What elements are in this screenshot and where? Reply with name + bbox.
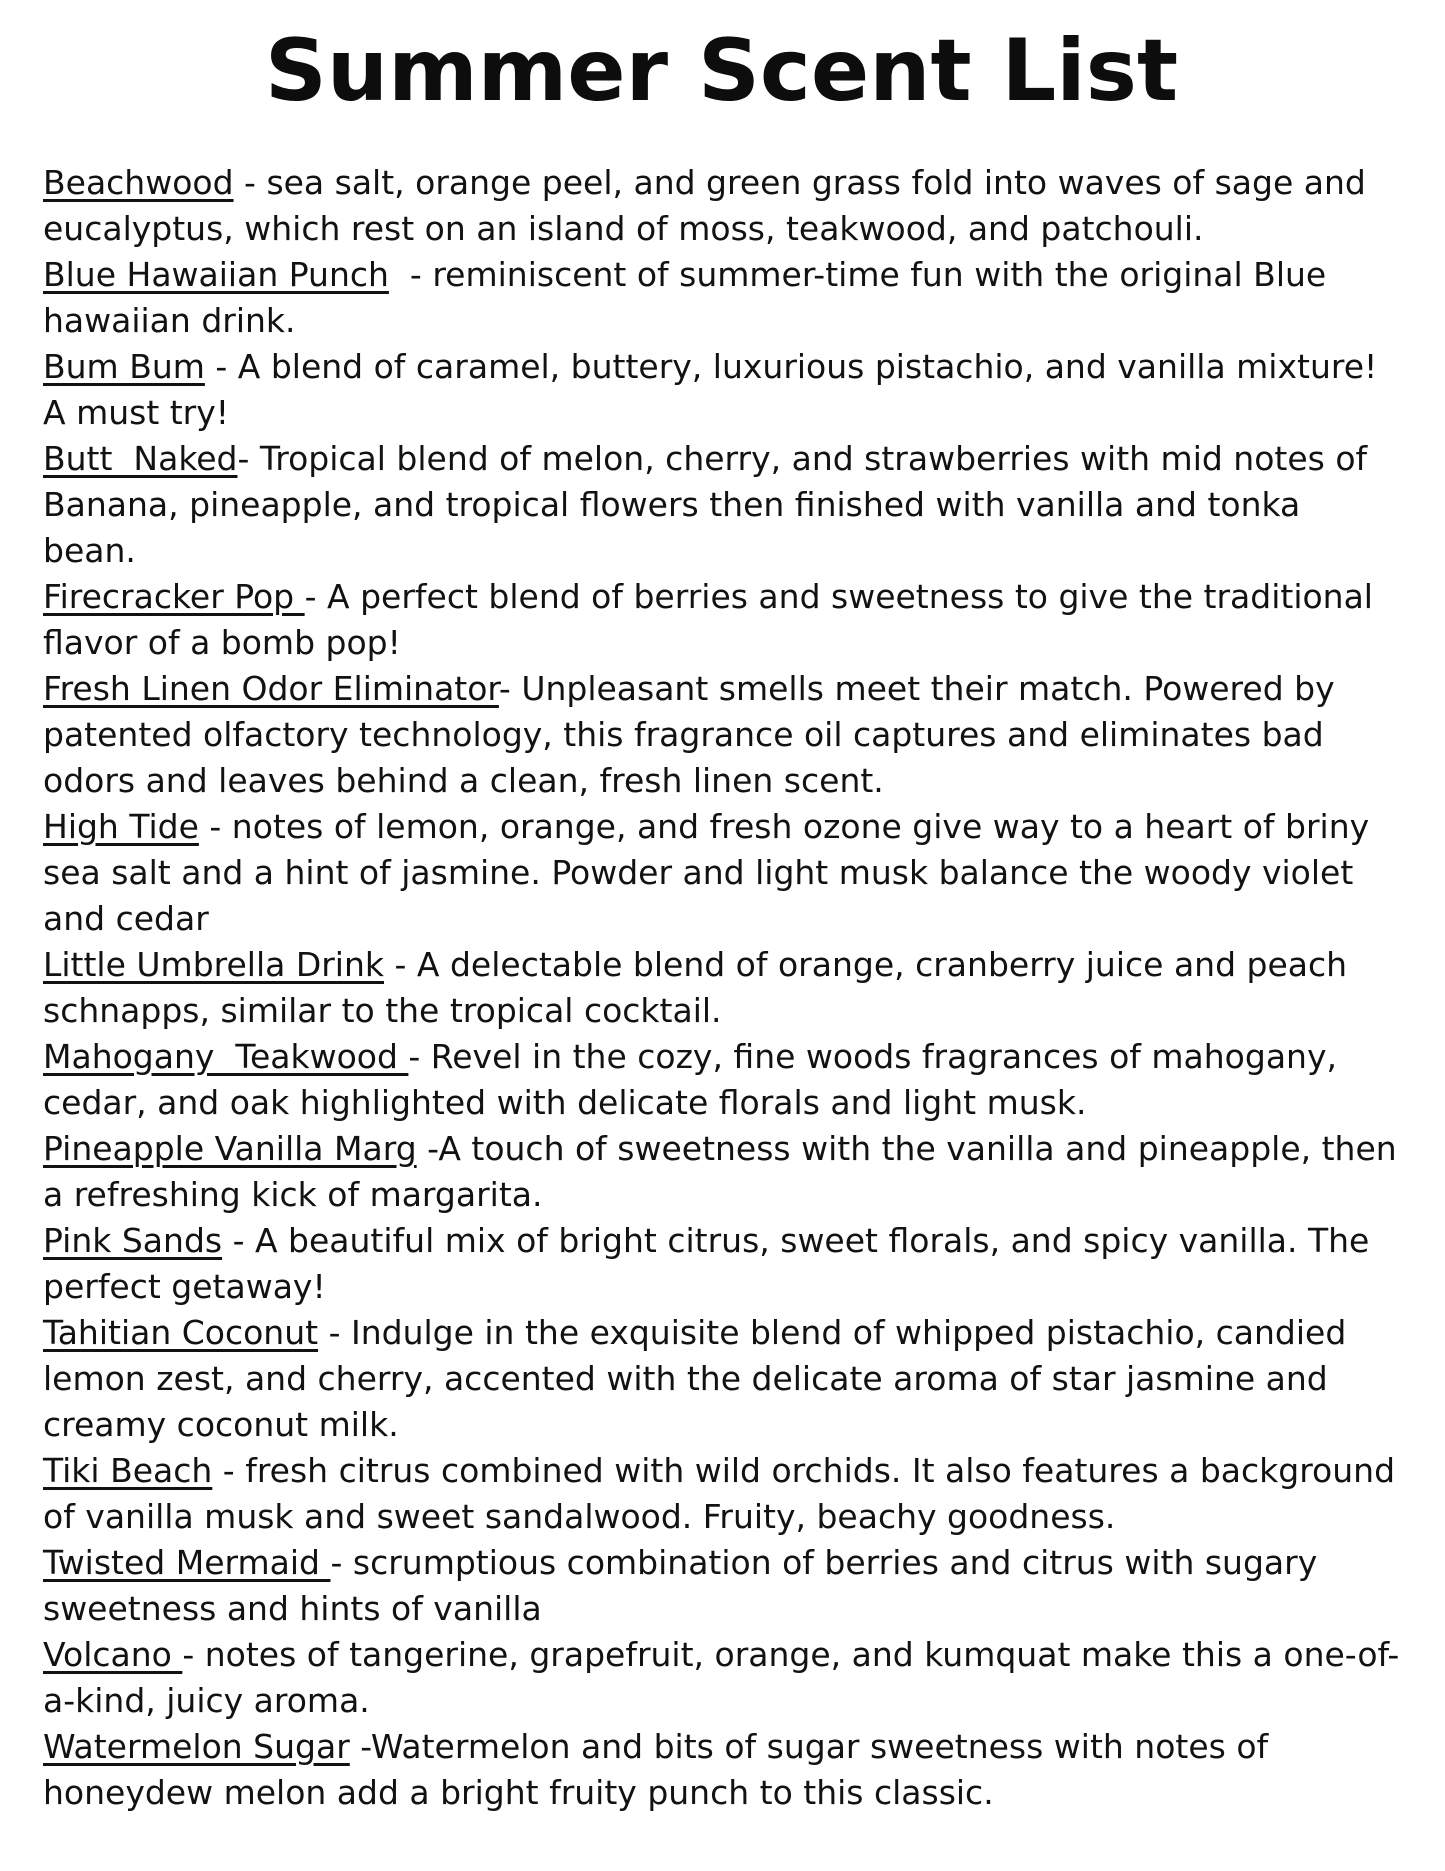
scent-separator: - <box>416 1128 439 1168</box>
scent-entry <box>43 666 1400 804</box>
scent-entry <box>43 1632 1400 1724</box>
scent-separator: - <box>204 346 238 386</box>
scent-description: notes of lemon, orange, and fresh ozone give way to a heart of briny sea salt and a hint of jasmine. Powder and light musk balance the woody violet and cedar <box>43 806 1380 938</box>
scent-entry <box>43 252 1400 344</box>
scent-separator: - <box>198 806 232 846</box>
scent-separator: - <box>233 162 267 202</box>
scent-description: A delectable blend of orange, cranberry juice and peach schnapps, similar to the tropical cocktail. <box>43 944 1358 1030</box>
scent-name: Pineapple Vanilla Marg <box>43 1128 417 1168</box>
scent-separator: - <box>388 254 433 294</box>
scent-separator: - <box>182 1634 205 1674</box>
scent-name: Twisted Mermaid <box>43 1542 331 1582</box>
scent-description: Indulge in the exquisite blend of whipped pistachio, candied lemon zest, and cherry, accented with the delicate aroma of star jasmine and creamy coconut milk. <box>43 1312 1357 1444</box>
scent-separator: - <box>408 1036 431 1076</box>
scent-name: High Tide <box>43 806 199 846</box>
scent-name: Blue Hawaiian Punch <box>43 254 389 294</box>
scent-separator: - <box>304 576 328 616</box>
scent-separator: - <box>384 944 417 984</box>
scent-entry <box>43 1126 1408 1218</box>
scent-name: Mahogany Teakwood <box>43 1036 409 1076</box>
scent-entry <box>43 1540 1400 1632</box>
scent-description: fresh citrus combined with wild orchids. It also features a background of vanilla musk and sweet sandalwood. Fruity, beachy goodness. <box>43 1450 1406 1536</box>
scent-description: scrumptious combination of berries and citrus with sugary sweetness and hints of vanilla <box>43 1542 1328 1628</box>
scent-name: Tahitian Coconut <box>43 1312 319 1352</box>
scent-description: Watermelon and bits of sugar sweetness with notes of honeydew melon add a bright fruity punch to this classic. <box>43 1726 1279 1812</box>
scent-description: A perfect blend of berries and sweetness to give the traditional flavor of a bomb pop! <box>43 576 1384 662</box>
scent-entry <box>43 1034 1400 1126</box>
scent-separator: - <box>498 668 522 708</box>
scent-name: Tiki Beach <box>43 1450 213 1490</box>
scent-name: Beachwood <box>43 162 234 202</box>
scent-name: Bum Bum <box>43 346 205 386</box>
scent-name: Fresh Linen Odor Eliminator <box>43 668 499 708</box>
scent-name: Little Umbrella Drink <box>43 944 385 984</box>
scent-description: Revel in the cozy, fine woods fragrances of mahogany, cedar, and oak highlighted with delicate florals and light musk. <box>43 1036 1348 1122</box>
scent-entry <box>43 942 1400 1034</box>
page-title: Summer Scent List <box>264 21 1179 121</box>
scent-description: Unpleasant smells meet their match. Powered by patented olfactory technology, this fragrance oil captures and eliminates bad odors and leaves behind a clean, fresh linen scent. <box>43 668 1346 800</box>
scent-name: Watermelon Sugar <box>43 1726 350 1766</box>
scent-name: Butt Naked <box>43 438 238 478</box>
scent-description: reminiscent of summer-time fun with the original Blue hawaiian drink. <box>43 254 1337 340</box>
scent-separator: - <box>318 1312 351 1352</box>
scent-entry <box>43 436 1400 574</box>
scent-description: sea salt, orange peel, and green grass fold into waves of sage and eucalyptus, which rest on an island of moss, teakwood, and patchouli. <box>43 162 1377 248</box>
scent-description: notes of tangerine, grapefruit, orange, and kumquat make this a one-of-a-kind, juicy aroma. <box>43 1634 1400 1720</box>
scent-entry <box>43 574 1400 666</box>
scent-separator: - <box>212 1450 246 1490</box>
scent-entry <box>43 1448 1406 1540</box>
scent-entry <box>43 344 1400 436</box>
scent-description: A touch of sweetness with the vanilla and pineapple, then a refreshing kick of margarita. <box>43 1128 1408 1214</box>
scent-separator: - <box>330 1542 353 1582</box>
scent-entry <box>43 1724 1400 1816</box>
scent-entry <box>43 1310 1400 1448</box>
scent-description: A blend of caramel, buttery, luxurious pistachio, and vanilla mixture! A must try! <box>43 346 1388 432</box>
scent-separator: - <box>237 438 260 478</box>
scent-entry <box>43 1218 1400 1310</box>
scent-entry <box>43 160 1400 252</box>
scent-entry <box>43 804 1400 942</box>
scent-separator: - <box>349 1726 371 1766</box>
scent-description: A beautiful mix of bright citrus, sweet florals, and spicy vanilla. The perfect getaway! <box>43 1220 1380 1306</box>
scent-name: Firecracker Pop <box>43 576 305 616</box>
scent-list <box>43 160 1408 1816</box>
scent-separator: - <box>222 1220 255 1260</box>
scent-name: Pink Sands <box>43 1220 223 1260</box>
scent-description: Tropical blend of melon, cherry, and strawberries with mid notes of Banana, pineapple, and tropical flowers then finished with vanilla and tonka bean. <box>43 438 1378 570</box>
scent-name: Volcano <box>43 1634 183 1674</box>
